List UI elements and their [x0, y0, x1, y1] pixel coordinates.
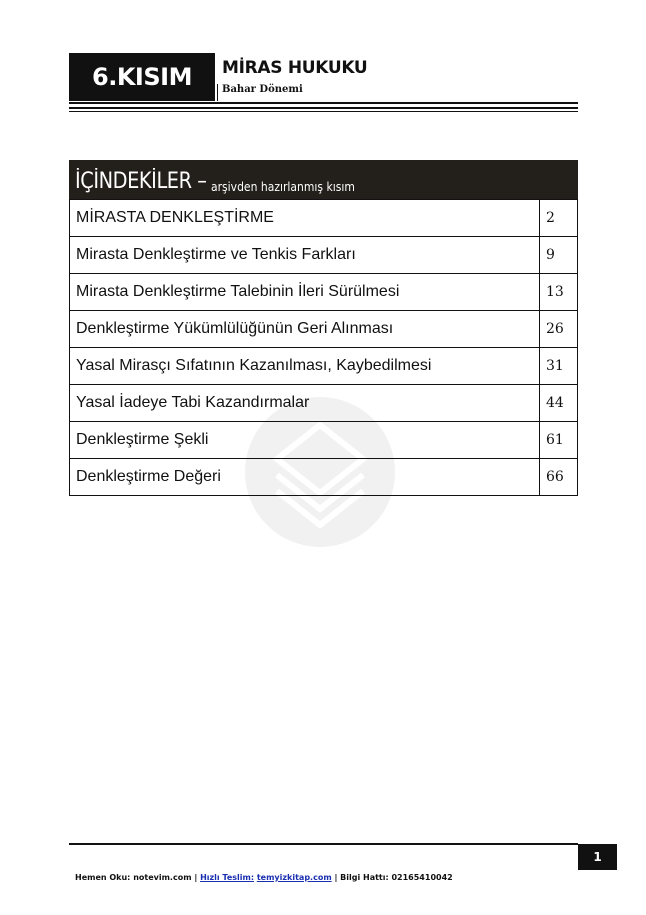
section-label: 6.KISIM: [69, 53, 215, 101]
page-number: 1: [578, 844, 617, 870]
toc-entry-page: 61: [540, 422, 578, 459]
toc-entry-title[interactable]: MİRASTA DENKLEŞTİRME: [70, 200, 540, 237]
toc-row[interactable]: [70, 200, 578, 237]
toc-entry-page: 9: [540, 237, 578, 274]
header-rule: [69, 107, 578, 109]
footer-rule: [69, 843, 578, 845]
toc-entry-title[interactable]: Yasal İadeye Tabi Kazandırmalar: [70, 385, 540, 422]
toc-row[interactable]: [70, 311, 578, 348]
footer-info: [75, 873, 453, 882]
toc-entry-page: 2: [540, 200, 578, 237]
footer-info-line: Bilgi Hattı: 02165410042: [340, 873, 453, 882]
toc-entry-page: 26: [540, 311, 578, 348]
toc-entry-title[interactable]: Mirasta Denkleştirme Talebinin İleri Sürülmesi: [70, 274, 540, 311]
toc-entry-title[interactable]: Mirasta Denkleştirme ve Tenkis Farkları: [70, 237, 540, 274]
toc-header: [69, 160, 578, 199]
table-of-contents: [69, 160, 578, 496]
toc-row[interactable]: [70, 348, 578, 385]
toc-table: [69, 199, 578, 496]
header-divider: [217, 84, 218, 101]
toc-row[interactable]: [70, 422, 578, 459]
document-title: MİRAS HUKUKU: [222, 58, 368, 78]
toc-entry-title[interactable]: Denkleştirme Yükümlülüğünün Geri Alınması: [70, 311, 540, 348]
toc-entry-page: 13: [540, 274, 578, 311]
toc-row[interactable]: [70, 274, 578, 311]
toc-heading-note: arşivden hazırlanmış kısım: [210, 180, 355, 194]
footer-separator: |: [334, 873, 338, 882]
footer-read-label: Hemen Oku:: [75, 873, 131, 882]
footer-fast-label[interactable]: Hızlı Teslim:: [200, 873, 255, 882]
toc-heading: İÇİNDEKİLER –: [75, 169, 207, 194]
header-rule: [69, 111, 578, 112]
document-subtitle: Bahar Dönemi: [222, 84, 303, 95]
toc-entry-title[interactable]: Denkleştirme Değeri: [70, 459, 540, 496]
header-rule: [69, 102, 578, 104]
toc-entry-title[interactable]: Yasal Mirasçı Sıfatının Kazanılması, Kaybedilmesi: [70, 348, 540, 385]
toc-row[interactable]: [70, 385, 578, 422]
toc-row[interactable]: [70, 459, 578, 496]
footer-read-site[interactable]: notevim.com: [133, 873, 192, 882]
toc-entry-page: 31: [540, 348, 578, 385]
footer-separator: |: [194, 873, 198, 882]
toc-entry-title[interactable]: Denkleştirme Şekli: [70, 422, 540, 459]
toc-row[interactable]: [70, 237, 578, 274]
toc-entry-page: 66: [540, 459, 578, 496]
toc-entry-page: 44: [540, 385, 578, 422]
footer-fast-site[interactable]: temyizkitap.com: [256, 873, 332, 882]
